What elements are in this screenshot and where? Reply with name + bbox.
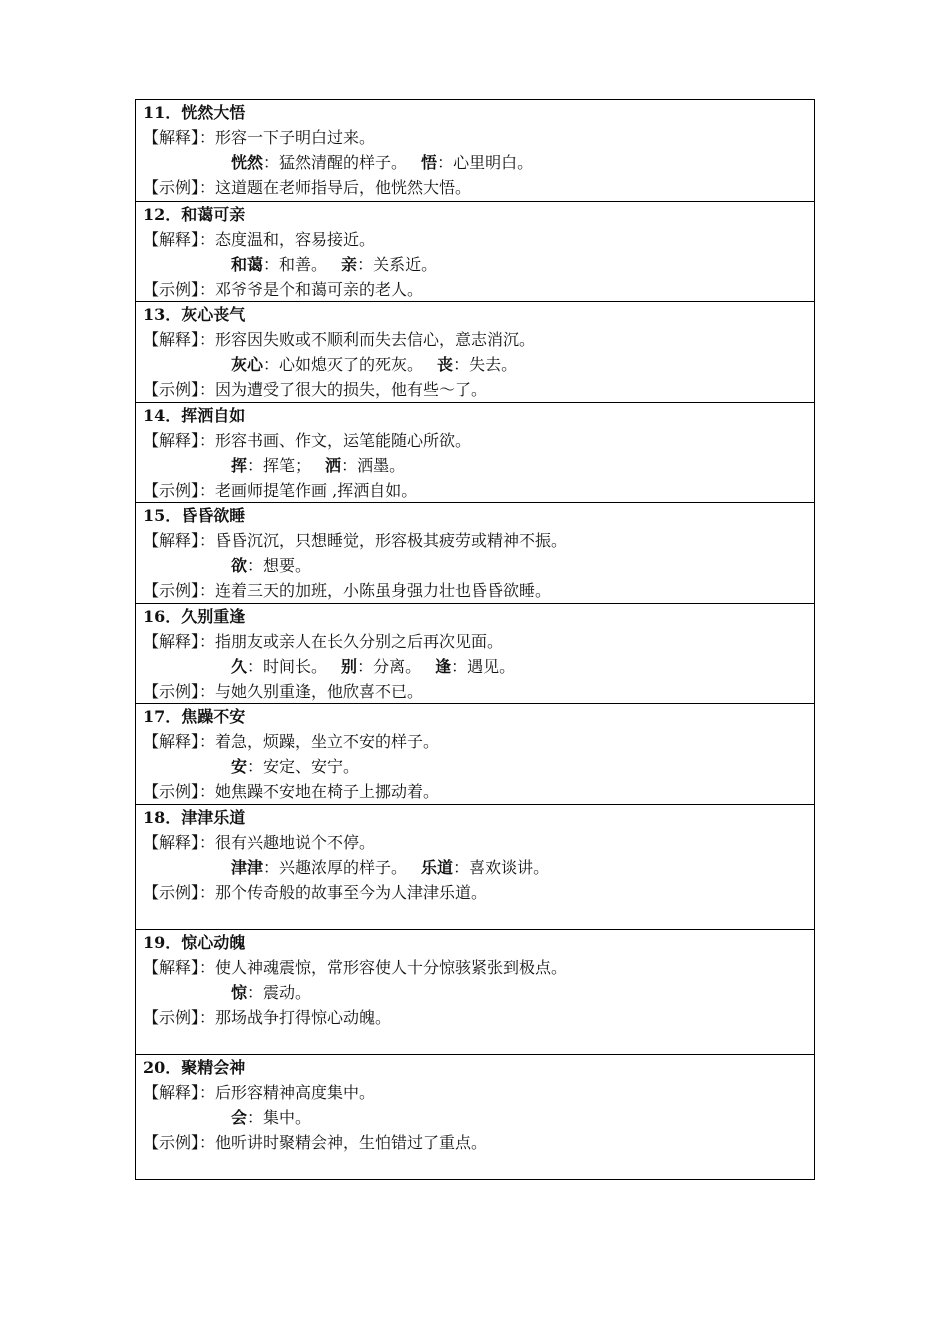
character-meaning: 关系近。 [373, 254, 438, 274]
idiom-entry [136, 804, 814, 929]
explanation-text: 形容一下子明白过来。 [215, 128, 376, 147]
idiom-entry [136, 100, 814, 201]
explanation-line [143, 327, 814, 352]
idiom-heading [143, 604, 814, 629]
definition-separator: ： [247, 982, 264, 1002]
idiom-number: 18 [143, 807, 166, 827]
explanation-line [143, 528, 814, 553]
character-meaning: 猛然清醒的样子。 [279, 153, 408, 172]
definition-separator: ： [453, 355, 470, 374]
character-meaning: 集中。 [263, 1107, 312, 1127]
defined-character: 别 [341, 656, 358, 676]
number-separator: ． [165, 807, 182, 827]
idiom-entry [136, 703, 814, 804]
character-meaning: 心如熄灭了的死灰。 [279, 355, 424, 374]
idiom-number: 11 [143, 103, 166, 122]
example-label: 【示例】： [143, 1007, 216, 1027]
explanation-label: 【解释】： [143, 229, 216, 249]
character-definitions [143, 453, 814, 478]
idiom-number: 19 [143, 932, 166, 952]
definition-separator: ： [357, 254, 374, 274]
idiom-number: 16 [143, 606, 166, 626]
defined-character: 安 [231, 757, 248, 776]
explanation-label: 【解释】： [143, 832, 216, 852]
explanation-text: 很有兴趣地说个不停。 [215, 832, 376, 852]
definition-separator: ： [247, 556, 264, 575]
explanation-line [143, 629, 814, 654]
character-meaning: 洒墨。 [357, 455, 406, 475]
character-meaning: 心里明白。 [453, 153, 534, 172]
number-separator: ． [165, 1057, 182, 1077]
defined-character: 和蔼 [231, 254, 264, 274]
explanation-line [143, 428, 814, 453]
idiom-title: 聚精会神 [181, 1057, 246, 1077]
character-meaning: 震动。 [263, 982, 312, 1002]
explanation-text: 使人神魂震惊，常形容使人十分惊骇紧张到极点。 [215, 957, 568, 977]
number-separator: ． [165, 506, 182, 525]
idiom-table [135, 99, 815, 1180]
definition-separator: ： [437, 153, 454, 172]
example-label: 【示例】： [143, 882, 216, 902]
idiom-title: 灰心丧气 [181, 305, 246, 324]
explanation-text: 形容书画、作文，运笔能随心所欲。 [215, 430, 472, 450]
idiom-number: 20 [143, 1057, 166, 1077]
idiom-number: 17 [143, 707, 166, 726]
number-separator: ． [165, 707, 182, 726]
idiom-heading [143, 202, 814, 227]
idiom-title: 惊心动魄 [181, 932, 246, 952]
explanation-label: 【解释】： [143, 430, 216, 450]
example-label: 【示例】： [143, 480, 216, 500]
example-text: 因为遭受了很大的损失，他有些～了。 [215, 380, 488, 399]
number-separator: ． [165, 606, 182, 626]
definition-separator: ： [263, 857, 280, 877]
number-separator: ． [165, 932, 182, 952]
character-meaning: 分离。 [373, 656, 422, 676]
idiom-heading [143, 302, 814, 327]
example-text: 她焦躁不安地在椅子上挪动着。 [215, 782, 440, 801]
character-meaning: 安定、安宁。 [263, 757, 360, 776]
idiom-title: 恍然大悟 [181, 103, 246, 122]
idiom-title: 久别重逢 [181, 606, 246, 626]
character-definitions [143, 980, 814, 1005]
defined-character: 恍然 [231, 153, 264, 172]
character-definitions [143, 553, 814, 578]
definition-separator: ： [453, 857, 470, 877]
character-meaning: 失去。 [469, 355, 518, 374]
example-line [143, 880, 814, 905]
example-label: 【示例】： [143, 380, 216, 399]
definition-separator: ： [263, 355, 280, 374]
example-line [143, 478, 814, 503]
explanation-label: 【解释】： [143, 732, 216, 751]
defined-character: 惊 [231, 982, 248, 1002]
idiom-entry [136, 502, 814, 603]
idiom-title: 昏昏欲睡 [181, 506, 246, 525]
idiom-entry [136, 301, 814, 402]
example-line [143, 779, 814, 804]
number-separator: ． [165, 103, 182, 122]
example-label: 【示例】： [143, 581, 216, 600]
idiom-title: 和蔼可亲 [181, 204, 246, 224]
character-meaning: 喜欢谈讲。 [469, 857, 550, 877]
idiom-entry [136, 201, 814, 302]
explanation-label: 【解释】： [143, 1082, 216, 1102]
character-meaning: 兴趣浓厚的样子。 [279, 857, 408, 877]
character-meaning: 挥笔； [263, 455, 312, 475]
character-meaning: 和善。 [279, 254, 328, 274]
defined-character: 挥 [231, 455, 248, 475]
idiom-heading [143, 805, 814, 830]
idiom-number: 15 [143, 506, 166, 525]
explanation-text: 指朋友或亲人在长久分别之后再次见面。 [215, 631, 504, 651]
character-definitions [143, 1105, 814, 1130]
idiom-entry [136, 603, 814, 704]
example-label: 【示例】： [143, 681, 216, 701]
explanation-line [143, 729, 814, 754]
explanation-text: 昏昏沉沉，只想睡觉，形容极其疲劳或精神不振。 [215, 531, 568, 550]
defined-character: 丧 [437, 355, 454, 374]
explanation-line [143, 125, 814, 150]
idiom-heading [143, 1055, 814, 1080]
explanation-line [143, 1080, 814, 1105]
definition-separator: ： [247, 757, 264, 776]
example-label: 【示例】： [143, 782, 216, 801]
example-label: 【示例】： [143, 1132, 216, 1152]
idiom-heading [143, 403, 814, 428]
explanation-label: 【解释】： [143, 330, 216, 349]
example-text: 这道题在老师指导后，他恍然大悟。 [215, 178, 472, 197]
explanation-text: 态度温和，容易接近。 [215, 229, 376, 249]
definition-separator: ： [247, 656, 264, 676]
idiom-heading [143, 704, 814, 729]
defined-character: 逢 [435, 656, 452, 676]
explanation-text: 形容因失败或不顺利而失去信心，意志消沉。 [215, 330, 536, 349]
idiom-title: 津津乐道 [181, 807, 246, 827]
idiom-title: 焦躁不安 [181, 707, 246, 726]
definition-separator: ： [263, 153, 280, 172]
example-text: 邓爷爷是个和蔼可亲的老人。 [215, 279, 424, 299]
explanation-label: 【解释】： [143, 631, 216, 651]
explanation-label: 【解释】： [143, 128, 216, 147]
idiom-number: 12 [143, 204, 166, 224]
number-separator: ． [165, 405, 182, 425]
idiom-entry [136, 929, 814, 1054]
example-text: 那个传奇般的故事至今为人津津乐道。 [215, 882, 488, 902]
defined-character: 亲 [341, 254, 358, 274]
explanation-line [143, 227, 814, 252]
character-meaning: 想要。 [263, 556, 312, 575]
character-meaning: 遇见。 [467, 656, 516, 676]
character-definitions [143, 754, 814, 779]
example-text: 老画师提笔作画 ,挥洒自如。 [215, 480, 418, 500]
defined-character: 津津 [231, 857, 264, 877]
example-line [143, 679, 814, 704]
example-line [143, 1130, 814, 1155]
example-text: 他听讲时聚精会神，生怕错过了重点。 [215, 1132, 488, 1152]
character-definitions [143, 855, 814, 880]
definition-separator: ： [263, 254, 280, 274]
idiom-heading [143, 503, 814, 528]
example-line [143, 1005, 814, 1030]
character-meaning: 时间长。 [263, 656, 328, 676]
example-line [143, 377, 814, 402]
defined-character: 乐道 [421, 857, 454, 877]
example-line [143, 277, 814, 302]
definition-separator: ： [451, 656, 468, 676]
explanation-label: 【解释】： [143, 957, 216, 977]
example-line [143, 175, 814, 200]
example-text: 与她久别重逢，他欣喜不已。 [215, 681, 424, 701]
defined-character: 洒 [325, 455, 342, 475]
definition-separator: ： [357, 656, 374, 676]
character-definitions [143, 252, 814, 277]
defined-character: 会 [231, 1107, 248, 1127]
explanation-line [143, 955, 814, 980]
explanation-text: 着急，烦躁，坐立不安的样子。 [215, 732, 440, 751]
idiom-heading [143, 930, 814, 955]
definition-separator: ： [247, 455, 264, 475]
definition-separator: ： [341, 455, 358, 475]
idiom-title: 挥洒自如 [181, 405, 246, 425]
idiom-entry [136, 1054, 814, 1179]
idiom-number: 14 [143, 405, 166, 425]
idiom-entry [136, 402, 814, 503]
defined-character: 灰心 [231, 355, 264, 374]
number-separator: ． [165, 305, 182, 324]
definition-separator: ： [247, 1107, 264, 1127]
example-text: 连着三天的加班，小陈虽身强力壮也昏昏欲睡。 [215, 581, 552, 600]
idiom-number: 13 [143, 305, 166, 324]
example-text: 那场战争打得惊心动魄。 [215, 1007, 392, 1027]
example-label: 【示例】： [143, 178, 216, 197]
character-definitions [143, 654, 814, 679]
defined-character: 欲 [231, 556, 248, 575]
explanation-label: 【解释】： [143, 531, 216, 550]
explanation-line [143, 830, 814, 855]
explanation-text: 后形容精神高度集中。 [215, 1082, 376, 1102]
character-definitions [143, 150, 814, 175]
character-definitions [143, 352, 814, 377]
example-line [143, 578, 814, 603]
example-label: 【示例】： [143, 279, 216, 299]
idiom-heading [143, 100, 814, 125]
defined-character: 悟 [421, 153, 438, 172]
defined-character: 久 [231, 656, 248, 676]
number-separator: ． [165, 204, 182, 224]
